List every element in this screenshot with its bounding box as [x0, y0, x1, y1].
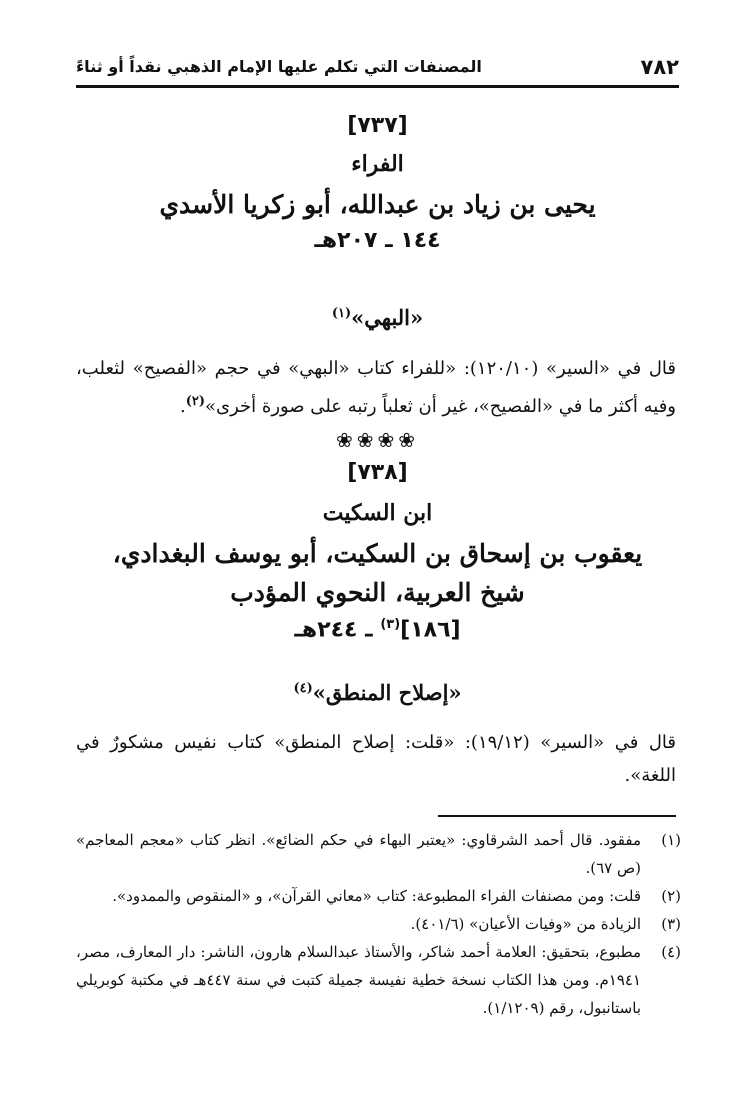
entry-paragraph	[76, 352, 676, 423]
book-heading	[76, 680, 679, 705]
footnote-text: قلت: ومن مصنفات الفراء المطبوعة: كتاب «معاني القرآن»، و «المنقوص والممدود».	[112, 887, 641, 905]
footnote-marker: (٣)	[661, 915, 681, 933]
entry-full-name: يحيى بن زياد بن عبدالله، أبو زكريا الأسدي	[159, 190, 596, 219]
page-header	[76, 55, 679, 85]
book-title: «إصلاح المنطق»	[312, 680, 462, 705]
footnote-rule	[438, 815, 676, 817]
footnote-item	[76, 938, 681, 1022]
footnote-ref: (٣)	[380, 617, 401, 632]
footnote-marker: (١)	[661, 831, 681, 849]
footnote-marker: (٤)	[661, 943, 681, 961]
entry-name: ابن السكيت	[322, 500, 433, 526]
book-heading	[76, 305, 679, 330]
header-rule	[76, 85, 679, 88]
entry-number: [٧٣٧]	[347, 113, 408, 138]
entry-full-name-line1: يعقوب بن إسحاق بن السكيت، أبو يوسف البغدادي،	[112, 539, 643, 568]
footnotes	[76, 826, 681, 1022]
footnote-text: مفقود. قال أحمد الشرقاوي: «يعتبر البهاء في حكم الضائع». انظر كتاب «معجم المعاجم» (ص ٦٧).	[76, 831, 641, 877]
date-start: [١٨٦]	[400, 617, 461, 643]
separator-ornament: ❀❀❀❀	[335, 428, 420, 452]
entry-name: الفراء	[351, 151, 404, 177]
running-title: المصنفات التي تكلم عليها الإمام الذهبي نقداً أو ثناءً	[76, 57, 482, 76]
entry-dates: ١٤٤ ـ ٢٠٧هـ	[314, 228, 441, 253]
paragraph-end: .	[179, 396, 186, 417]
entry-full-name-line2: شيخ العربية، النحوي المؤدب	[230, 578, 525, 607]
footnote-ref: (١)	[331, 306, 352, 321]
entry-number: [٧٣٨]	[347, 460, 408, 485]
footnote-item	[76, 826, 681, 882]
entry-dates	[76, 617, 679, 642]
footnote-marker: (٢)	[661, 887, 681, 905]
footnote-text: مطبوع، بتحقيق: العلامة أحمد شاكر، والأستاذ عبدالسلام هارون، الناشر: دار المعارف، مصر، ١٩٤١م. ومن هذا الكتاب نسخة خطية نفيسة جميلة كتبت في سنة ٤٤٧هـ في مكتبة كوبريلي باستانبول، رقم (١/١٢٠٩).	[76, 943, 641, 1017]
footnote-ref: (٢)	[185, 394, 205, 409]
footnote-ref: (٤)	[293, 681, 313, 696]
paragraph-text: قال في «السير» (١٢٠/١٠): «للفراء كتاب «البهي» في حجم «الفصيح» لثعلب، وفيه أكثر ما في «الفصيح»، غير أن ثعلباً رتبه على صورة أخرى»	[76, 358, 677, 417]
page-number: ٧٨٢	[640, 55, 679, 79]
footnote-item	[76, 910, 681, 938]
footnote-text: الزيادة من «وفيات الأعيان» (٤٠١/٦).	[410, 915, 641, 933]
date-end: ـ ٢٤٤هـ	[294, 617, 381, 643]
book-title: «البهي»	[351, 305, 424, 330]
footnote-item	[76, 882, 681, 910]
entry-paragraph: قال في «السير» (١٩/١٢): «قلت: إصلاح المنطق» كتاب نفيس مشكورٌ في اللغة».	[76, 732, 676, 786]
